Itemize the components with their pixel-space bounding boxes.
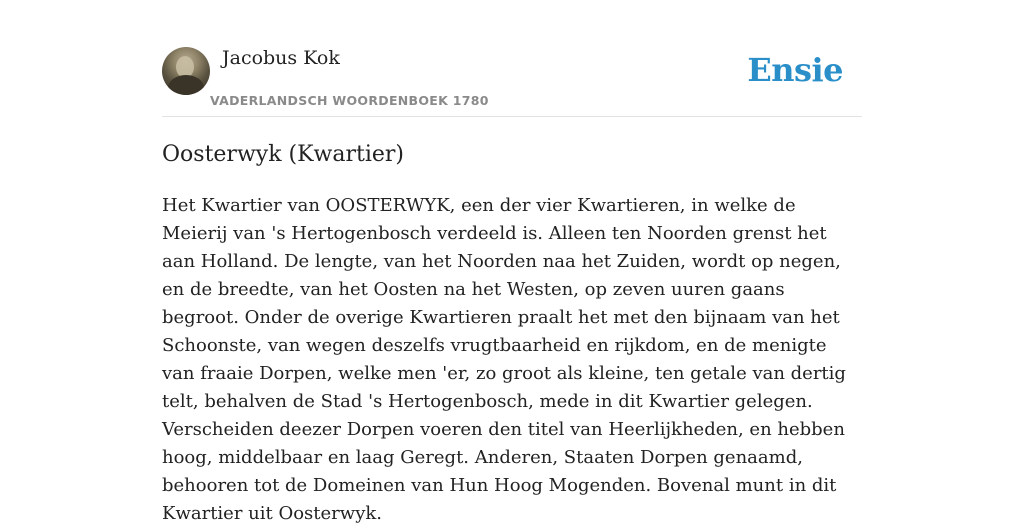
page-title: Oosterwyk (Kwartier) (162, 142, 405, 167)
source-label[interactable]: VADERLANDSCH WOORDENBOEK 1780 (210, 93, 489, 108)
article-card (162, 0, 862, 524)
article-header (162, 0, 862, 117)
author-name[interactable]: Jacobus Kok (222, 47, 340, 69)
author-avatar[interactable] (162, 47, 210, 95)
portrait-body-shape (168, 75, 204, 95)
ensie-logo[interactable]: Ensie (747, 51, 843, 89)
article-body: Het Kwartier van OOSTERWYK, een der vier Kwartieren, in welke de Meierij van 's Hertogenbosch verdeeld is. Alleen ten Noorden grenst het aan Holland. De lengte, van het Noorden naa het Zuiden, wordt op negen, en de breedte, van het Oosten na het Westen, op zeven uuren gaans begroot. Onder de overige Kwartieren praalt het met den bijnaam van het Schoonste, van wegen deszelfs vrugtbaarheid en rijkdom, en de menigte van fraaie Dorpen, welke men 'er, zo groot als kleine, ten getale van dertig telt, behalven de Stad 's Hertogenbosch, mede in dit Kwartier gelegen. Verscheiden deezer Dorpen voeren den titel van Heerlijkheden, en hebben hoog, middelbaar en laag Geregt. Anderen, Staaten Dorpen genaamd, behooren tot de Domeinen van Hun Hoog Mogenden. Bovenal munt in dit Kwartier uit Oosterwyk. (162, 195, 846, 524)
